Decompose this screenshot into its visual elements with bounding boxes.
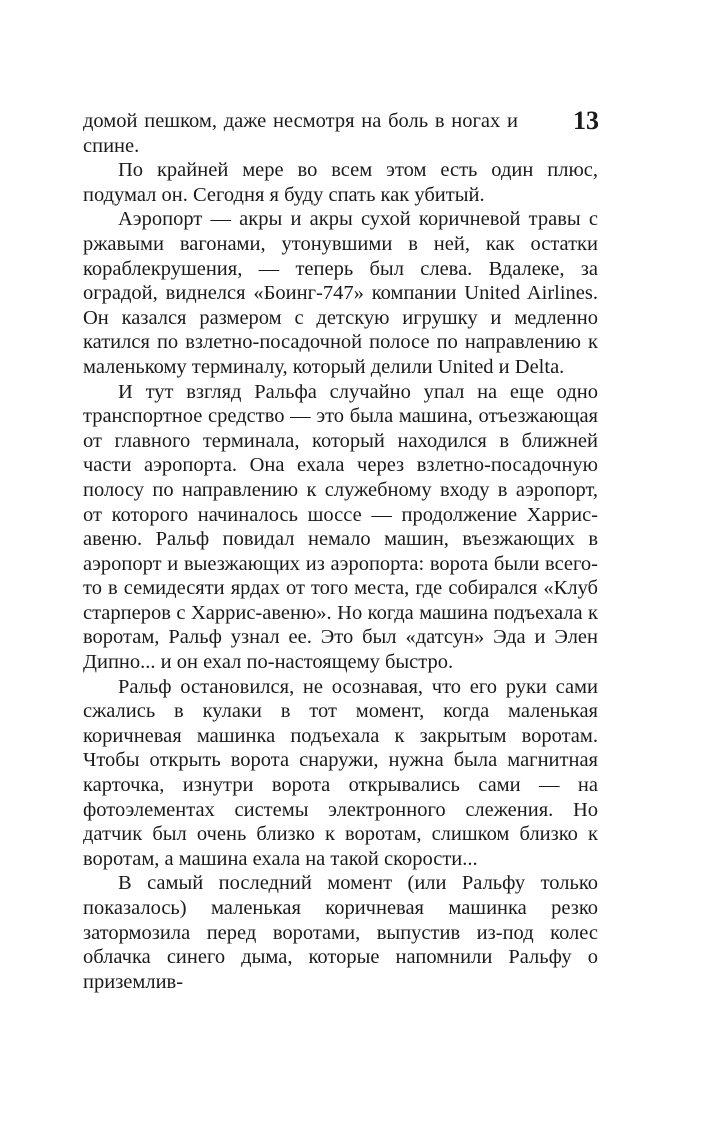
page-number: 13 [573, 106, 599, 135]
body-text [83, 106, 599, 994]
paragraph: Аэропорт — акры и акры сухой коричневой травы с ржавыми вагонами, утонувшими в ней, как остатки кораблекрушения, — теперь был слева. Вдалеке, за оградой, виднелся «Боинг-747» компании United Airlines. Он казался размером с детскую игрушку и медленно катился по взлетно-посадочной полосе по направлению к маленькому терминалу, который делили United и Delta. [83, 208, 598, 378]
paragraph: И тут взгляд Ральфа случайно упал на еще одно транспортное средство — это была машина, отъезжающая от главного терминала, который находился в ближней части аэропорта. Она ехала через взлетно-посадочную полосу по направлению к служебному входу в аэропорт, от которого начиналось шоссе — продолжение Харрис-авеню. Ральф повидал немало машин, въезжающих в аэропорт и выезжающих из аэропорта: ворота были всего-то в семидесяти ярдах от того места, где собирался «Клуб старперов с Харрис-авеню». Но когда машина подъехала к воротам, Ральф узнал ее. Это был «датсун» Эда и Элен Дипно... и он ехал по-настоящему быстро. [83, 380, 598, 674]
paragraph: По крайней мере во всем этом есть один плюс, подумал он. Сегодня я буду спать как убитый. [83, 159, 598, 206]
paragraph: В самый последний момент (или Ральфу только показалось) маленькая коричневая машинка резко затормозила перед воротами, выпустив из-под колес облачка синего дыма, которые напомнили Ральфу о приземлив- [83, 872, 598, 993]
paragraph-continuation: домой пешком, даже несмотря на боль в ногах и спине. [83, 110, 518, 157]
paragraph: Ральф остановился, не осознавая, что его руки сами сжались в кулаки в тот момент, когда маленькая коричневая машинка подъехала к закрытым воротам. Чтобы открыть ворота снаружи, нужна была магнитная карточка, изнутри ворота открывались сами — на фотоэлементах системы электронного слежения. Но датчик был очень близко к воротам, слишком близко к воротам, а машина ехала на такой скорости... [83, 675, 598, 870]
